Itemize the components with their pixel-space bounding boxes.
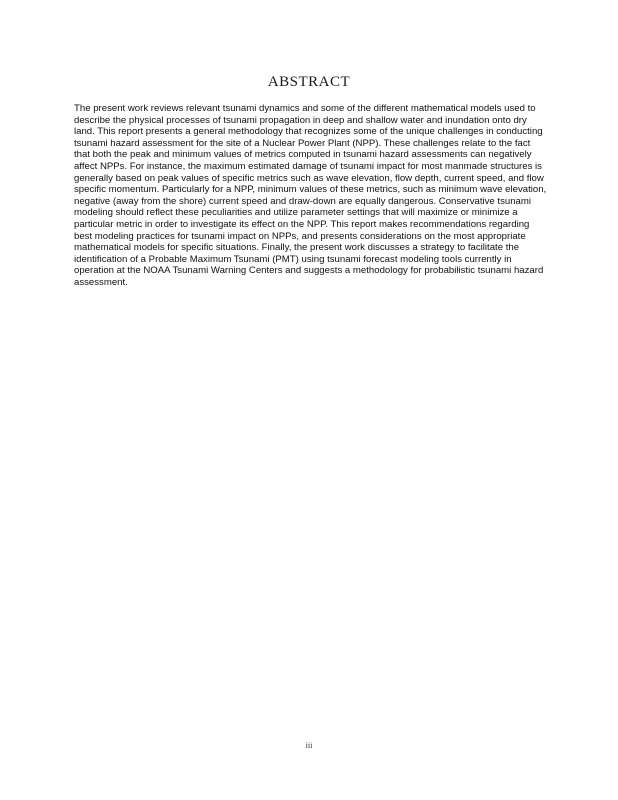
- page-number: iii: [305, 741, 313, 750]
- abstract-heading: ABSTRACT: [267, 74, 351, 90]
- abstract-paragraph: The present work reviews relevant tsunami dynamics and some of the different mathematical models used to describe the physical processes of tsunami propagation in deep and shallow water and inundation onto dry land. This report presents a general methodology that recognizes some of the unique challenges in conducting tsunami hazard assessment for the site of a Nuclear Power Plant (NPP). These challenges relate to the fact that both the peak and minimum values of metrics computed in tsunami hazard assessments can negatively affect NPPs. For instance, the maximum estimated damage of tsunami impact for most manmade structures is generally based on peak values of specific metrics such as wave elevation, flow depth, current speed, and flow specific momentum. Particularly for a NPP, minimum values of these metrics, such as minimum wave elevation, negative (away from the shore) current speed and draw-down are equally dangerous. Conservative tsunami modeling should reflect these peculiarities and utilize parameter settings that will maximize or minimize a particular metric in order to investigate its effect on the NPP. This report makes recommendations regarding best modeling practices for tsunami impact on NPPs, and presents considerations on the most appropriate mathematical models for specific situations. Finally, the present work discusses a strategy to facilitate the identification of a Probable Maximum Tsunami (PMT) using tsunami forecast modeling tools currently in operation at the NOAA Tsunami Warning Centers and suggests a methodology for probabilistic tsunami hazard assessment.: [74, 103, 547, 288]
